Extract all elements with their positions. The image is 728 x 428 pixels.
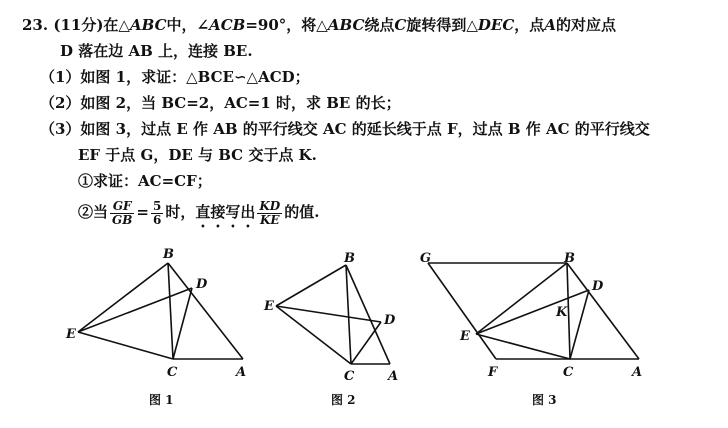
stem-point: C bbox=[394, 16, 407, 34]
figure-3-caption: 图 3 bbox=[532, 393, 557, 407]
figure-1-lines bbox=[78, 263, 243, 359]
fraction-denominator: 6 bbox=[152, 212, 162, 227]
figure-2-lines bbox=[276, 265, 390, 364]
stem-triangle: ABC bbox=[129, 16, 167, 34]
fraction-denominator: GB bbox=[112, 212, 133, 227]
fig1-label-d: D bbox=[196, 277, 208, 292]
sub2-suffix: 的值. bbox=[284, 203, 320, 221]
sub-question-1: ①求证：AC=CF； bbox=[78, 172, 212, 190]
problem-score: (11分) bbox=[53, 16, 104, 34]
fig3-label-f: F bbox=[488, 365, 498, 380]
sub2-text: 时， bbox=[165, 203, 196, 221]
part-3-line2: EF 于点 G，DE 与 BC 交于点 K. bbox=[78, 146, 317, 164]
fig3-label-g: G bbox=[420, 251, 432, 266]
stem-text: 中，∠ bbox=[166, 16, 210, 34]
fig3-label-a: A bbox=[632, 365, 643, 380]
stem-text: =90°，将△ bbox=[245, 16, 328, 34]
fraction-numerator: 5 bbox=[152, 198, 162, 213]
stem-text: 旋转得到△ bbox=[406, 16, 478, 34]
stem-text: 的对应点 bbox=[555, 16, 616, 34]
fig1-label-e: E bbox=[66, 327, 76, 342]
stem-triangle: DEC bbox=[477, 16, 515, 34]
figure-2-caption: 图 2 bbox=[331, 393, 356, 407]
stem-angle: ACB bbox=[209, 16, 246, 34]
stem-text: 绕点 bbox=[364, 16, 395, 34]
problem-stem-line2: D 落在边 AB 上，连接 BE. bbox=[60, 42, 253, 60]
figure-3-lines bbox=[428, 263, 639, 359]
figure-1-caption: 图 1 bbox=[149, 393, 174, 407]
equals-sign: = bbox=[136, 203, 149, 221]
fig2-label-e: E bbox=[264, 299, 274, 314]
fraction-numerator: GF bbox=[110, 200, 134, 214]
fig3-label-e: E bbox=[460, 329, 470, 344]
part-2: （2）如图 2，当 BC=2，AC=1 时，求 BE 的长； bbox=[40, 94, 401, 112]
fig1-label-c: C bbox=[167, 365, 178, 380]
sub2-prefix: ②当 bbox=[78, 203, 109, 221]
fig1-label-a: A bbox=[236, 365, 247, 380]
fraction-denominator: KE bbox=[260, 212, 280, 227]
fig3-label-b: B bbox=[564, 251, 575, 266]
fig2-label-b: B bbox=[344, 251, 355, 266]
problem-number: 23. bbox=[22, 16, 49, 34]
fig3-label-d: D bbox=[592, 279, 604, 294]
fig2-label-c: C bbox=[344, 369, 355, 384]
fig3-label-c: C bbox=[563, 365, 574, 380]
fig3-label-k: K bbox=[556, 305, 568, 320]
stem-text: 在△ bbox=[103, 16, 130, 34]
stem-point: A bbox=[544, 16, 556, 34]
part-1: （1）如图 1，求证：△BCE∽△ACD； bbox=[40, 68, 310, 86]
fig2-label-a: A bbox=[388, 369, 399, 384]
stem-text: ，点 bbox=[514, 16, 545, 34]
fig1-label-b: B bbox=[163, 247, 174, 262]
part-3-line1: （3）如图 3，过点 E 作 AB 的平行线交 AC 的延长线于点 F，过点 B 作 AC 的平行线交 bbox=[40, 120, 650, 138]
fraction-numerator: KD bbox=[259, 198, 281, 213]
fig2-label-d: D bbox=[384, 313, 396, 328]
stem-triangle: ABC bbox=[327, 16, 365, 34]
sub2-emphasis-text: 直接写出 bbox=[195, 203, 256, 221]
